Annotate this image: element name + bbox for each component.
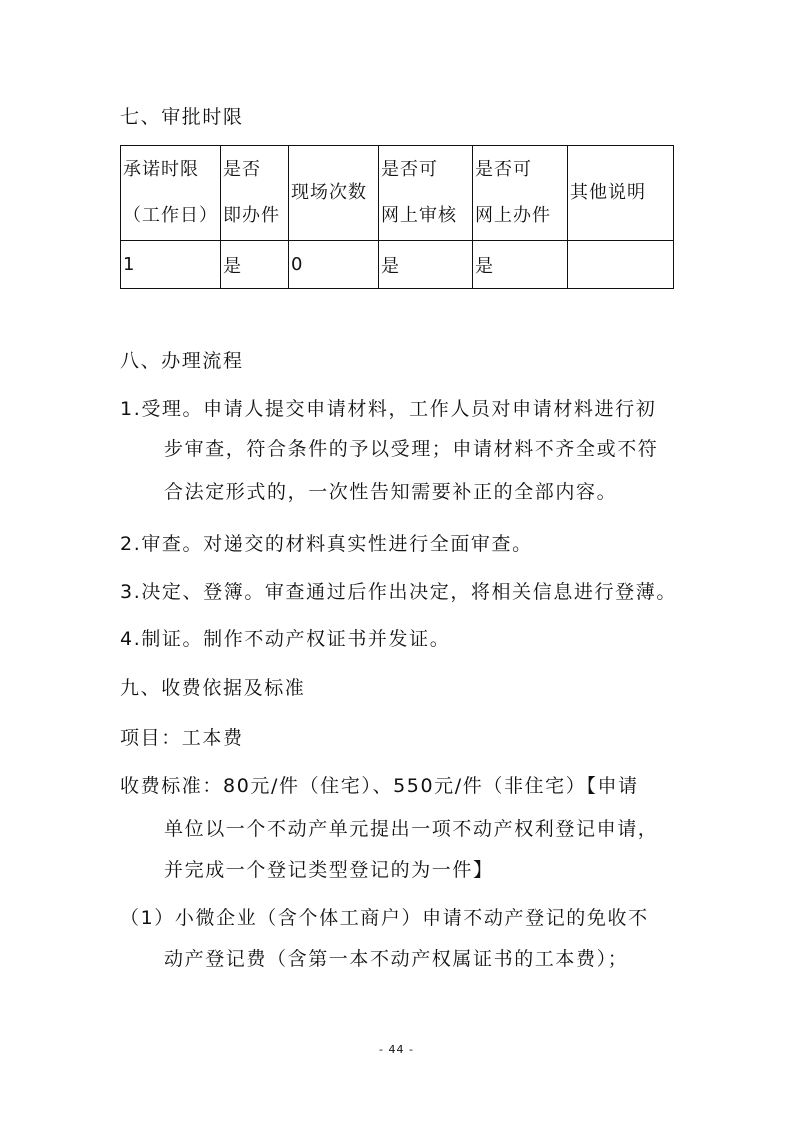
section8-heading: 八、办理流程	[120, 350, 244, 372]
table-header-row	[121, 146, 674, 241]
cell-commitment-time: 1	[121, 241, 221, 289]
cell-onsite-visits: 0	[289, 241, 379, 289]
fee-note-1-line-1: （1）小微企业（含个体工商户）申请不动产登记的免收不	[120, 907, 649, 929]
fee-item: 项目：工本费	[120, 727, 244, 749]
section7-heading: 七、审批时限	[120, 106, 244, 128]
step2: 2.审查。对递交的材料真实性进行全面审查。	[120, 533, 533, 555]
header-immediate: 是否 即办件	[221, 146, 289, 241]
fee-standard-line-1: 收费标准：80元/件（住宅）、550元/件（非住宅）【申请	[120, 775, 639, 797]
step1-line-3: 合法定形式的，一次性告知需要补正的全部内容。	[164, 481, 618, 503]
step1-line-2: 步审查，符合条件的予以受理；申请材料不齐全或不符	[164, 438, 659, 460]
header-other-notes: 其他说明	[568, 146, 674, 241]
cell-online-processing: 是	[473, 241, 568, 289]
step1-line-1: 1.受理。申请人提交申请材料，工作人员对申请材料进行初	[120, 398, 657, 420]
fee-standard-line-2: 单位以一个不动产单元提出一项不动产权利登记申请，	[164, 818, 659, 840]
header-commitment-time: 承诺时限 （工作日）	[121, 146, 221, 241]
page-number: - 44 -	[379, 1043, 414, 1056]
fee-standard-line-3: 并完成一个登记类型登记的为一件】	[164, 859, 494, 881]
cell-immediate: 是	[221, 241, 289, 289]
section9-heading: 九、收费依据及标准	[120, 677, 306, 699]
header-online-review: 是否可 网上审核	[379, 146, 473, 241]
cell-other-notes	[568, 241, 674, 289]
step3: 3.决定、登簿。审查通过后作出决定，将相关信息进行登薄。	[120, 581, 677, 603]
cell-online-review: 是	[379, 241, 473, 289]
header-onsite-visits: 现场次数	[289, 146, 379, 241]
step4: 4.制证。制作不动产权证书并发证。	[120, 628, 451, 650]
fee-note-1-line-2: 动产登记费（含第一本不动产权属证书的工本费）；	[164, 948, 629, 970]
header-online-processing: 是否可 网上办件	[473, 146, 568, 241]
approval-time-table	[120, 145, 674, 289]
table-row	[121, 241, 674, 289]
